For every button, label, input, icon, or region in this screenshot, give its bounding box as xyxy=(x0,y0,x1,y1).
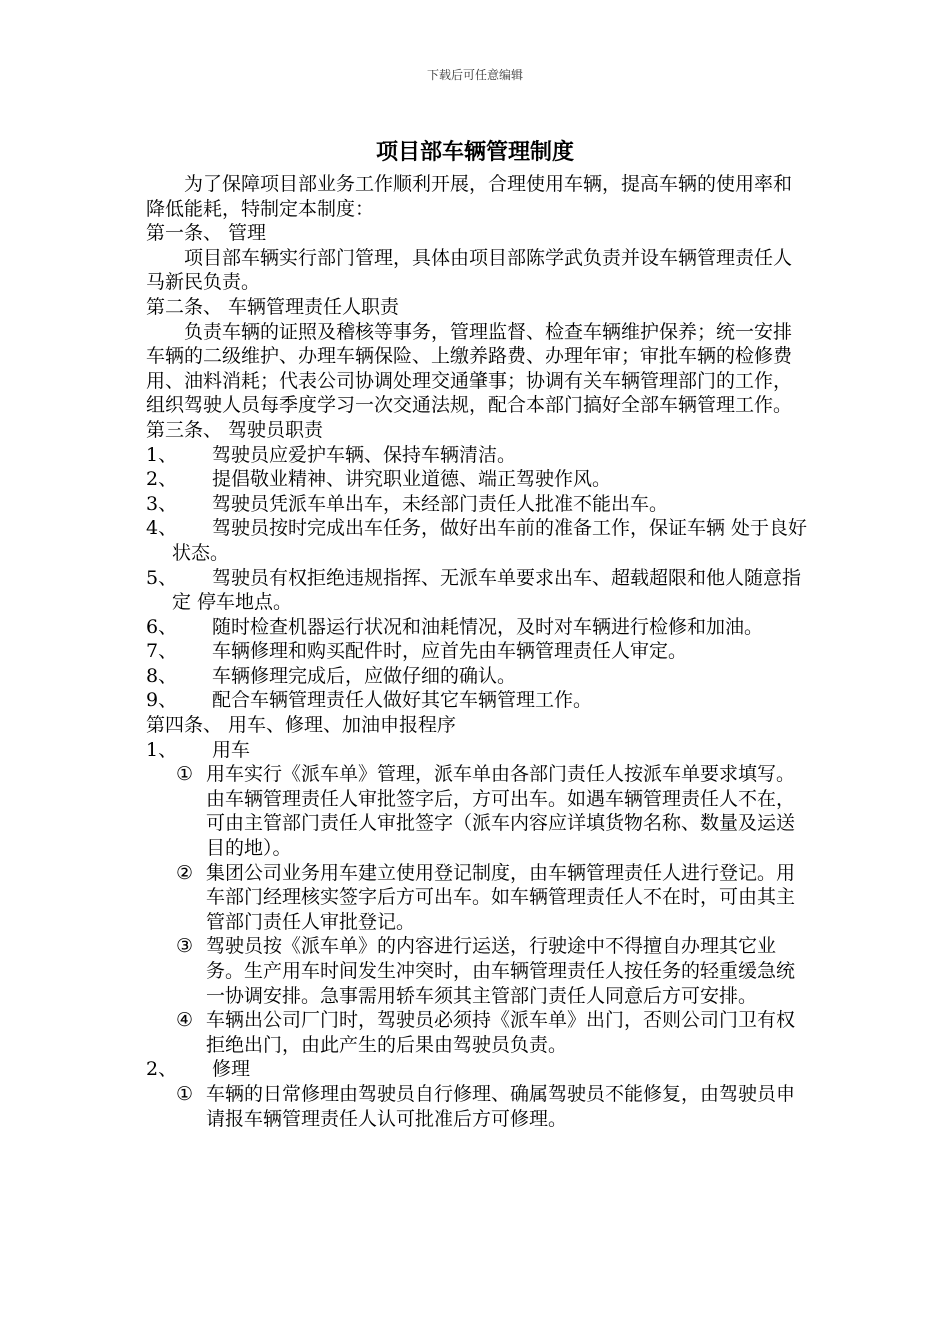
article-1-heading: 第一条、 管理 xyxy=(146,222,267,245)
item-text: 车辆的日常修理由驾驶员自行修理、确属驾驶员不能修复，由驾驶员申请报车辆管理责任人认可批准后方可修理。 xyxy=(206,1082,796,1130)
item-text: 驾驶员应爱护车辆、保持车辆清洁。 xyxy=(212,443,517,466)
article-4-heading: 第四条、 用车、修理、加油申报程序 xyxy=(146,714,457,737)
item-marker: ① xyxy=(176,1082,194,1105)
item-marker: ③ xyxy=(176,935,194,958)
list-item xyxy=(146,566,810,615)
item-text: 驾驶员有权拒绝违规指挥、无派车单要求出车、超载超限和他人随意指定 停车地点。 xyxy=(172,566,802,614)
item-text: 提倡敬业精神、讲究职业道德、端正驾驶作风。 xyxy=(212,468,612,491)
list-item xyxy=(146,1008,810,1057)
item-marker: ② xyxy=(176,861,194,884)
item-number: 9、 xyxy=(146,689,178,712)
list-item xyxy=(146,467,810,492)
document-title: 项目部车辆管理制度 xyxy=(375,140,574,165)
item-number: 6、 xyxy=(146,615,178,638)
list-item xyxy=(146,443,810,468)
article-1-text: 项目部车辆实行部门管理，具体由项目部陈学武负责并设车辆管理责任人马新民负责。 xyxy=(146,246,793,294)
section-2-heading xyxy=(146,1057,810,1082)
list-item xyxy=(146,688,810,713)
list-item xyxy=(146,492,810,517)
list-item xyxy=(146,615,810,640)
item-number: 1、 xyxy=(146,443,178,466)
item-number: 7、 xyxy=(146,640,178,663)
section-1-heading xyxy=(146,738,810,763)
list-item xyxy=(146,516,810,565)
item-text: 车辆修理完成后，应做仔细的确认。 xyxy=(212,664,517,687)
page-header: 下载后可任意编辑 xyxy=(426,68,523,82)
item-text: 随时检查机器运行状况和油耗情况，及时对车辆进行检修和加油。 xyxy=(212,615,764,638)
list-item xyxy=(146,1082,810,1131)
list-item xyxy=(146,861,810,935)
item-text: 用车实行《派车单》管理，派车单由各部门责任人按派车单要求填写。由车辆管理责任人审批签字后，方可出车。如遇车辆管理责任人不在，可由主管部门责任人审批签字（派车内容应详填货物名称、数量及运送目的地）。 xyxy=(206,763,796,860)
item-text: 驾驶员按时完成出车任务，做好出车前的准备工作，保证车辆 处于良好状态。 xyxy=(172,517,808,564)
list-item xyxy=(146,762,810,860)
item-number: 3、 xyxy=(146,492,178,515)
article-3-heading: 第三条、 驾驶员职责 xyxy=(146,418,324,441)
document-body xyxy=(146,172,810,1131)
intro-paragraph: 为了保障项目部业务工作顺利开展，合理使用车辆，提高车辆的使用率和降低能耗，特制定本制度： xyxy=(146,173,793,220)
list-item xyxy=(146,934,810,1008)
item-text: 集团公司业务用车建立使用登记制度，由车辆管理责任人进行登记。用车部门经理核实签字后方可出车。如车辆管理责任人不在时，可由其主管部门责任人审批登记。 xyxy=(206,861,796,933)
item-text: 车辆修理和购买配件时，应首先由车辆管理责任人审定。 xyxy=(212,640,688,663)
item-text: 配合车辆管理责任人做好其它车辆管理工作。 xyxy=(212,689,593,712)
section-number: 1、 xyxy=(146,738,178,761)
item-marker: ④ xyxy=(176,1009,194,1032)
item-number: 8、 xyxy=(146,664,178,687)
list-item xyxy=(146,664,810,689)
item-text: 车辆出公司厂门时，驾驶员必须持《派车单》出门，否则公司门卫有权拒绝出门，由此产生的后果由驾驶员负责。 xyxy=(206,1009,796,1056)
item-number: 5、 xyxy=(146,566,178,589)
item-text: 驾驶员按《派车单》的内容进行运送，行驶途中不得擅自办理其它业务。生产用车时间发生冲突时，由车辆管理责任人按任务的轻重缓急统一协调安排。急事需用轿车须其主管部门责任人同意后方可安排。 xyxy=(206,935,796,1007)
article-2-text: 负责车辆的证照及稽核等事务，管理监督、检查车辆维护保养；统一安排车辆的二级维护、办理车辆保险、上缴养路费、办理年审；审批车辆的检修费用、油料消耗；代表公司协调处理交通肇事；协调有关车辆管理部门的工作，组织驾驶人员每季度学习一次交通法规，配合本部门搞好全部车辆管理工作。 xyxy=(146,320,793,417)
item-marker: ① xyxy=(176,763,194,786)
section-number: 2、 xyxy=(146,1058,178,1081)
item-number: 4、 xyxy=(146,517,178,540)
item-number: 2、 xyxy=(146,468,178,491)
article-2-heading: 第二条、 车辆管理责任人职责 xyxy=(146,295,400,318)
list-item xyxy=(146,639,810,664)
section-label: 修理 xyxy=(212,1058,251,1081)
section-label: 用车 xyxy=(212,738,251,761)
item-text: 驾驶员凭派车单出车，未经部门责任人批准不能出车。 xyxy=(212,492,669,515)
